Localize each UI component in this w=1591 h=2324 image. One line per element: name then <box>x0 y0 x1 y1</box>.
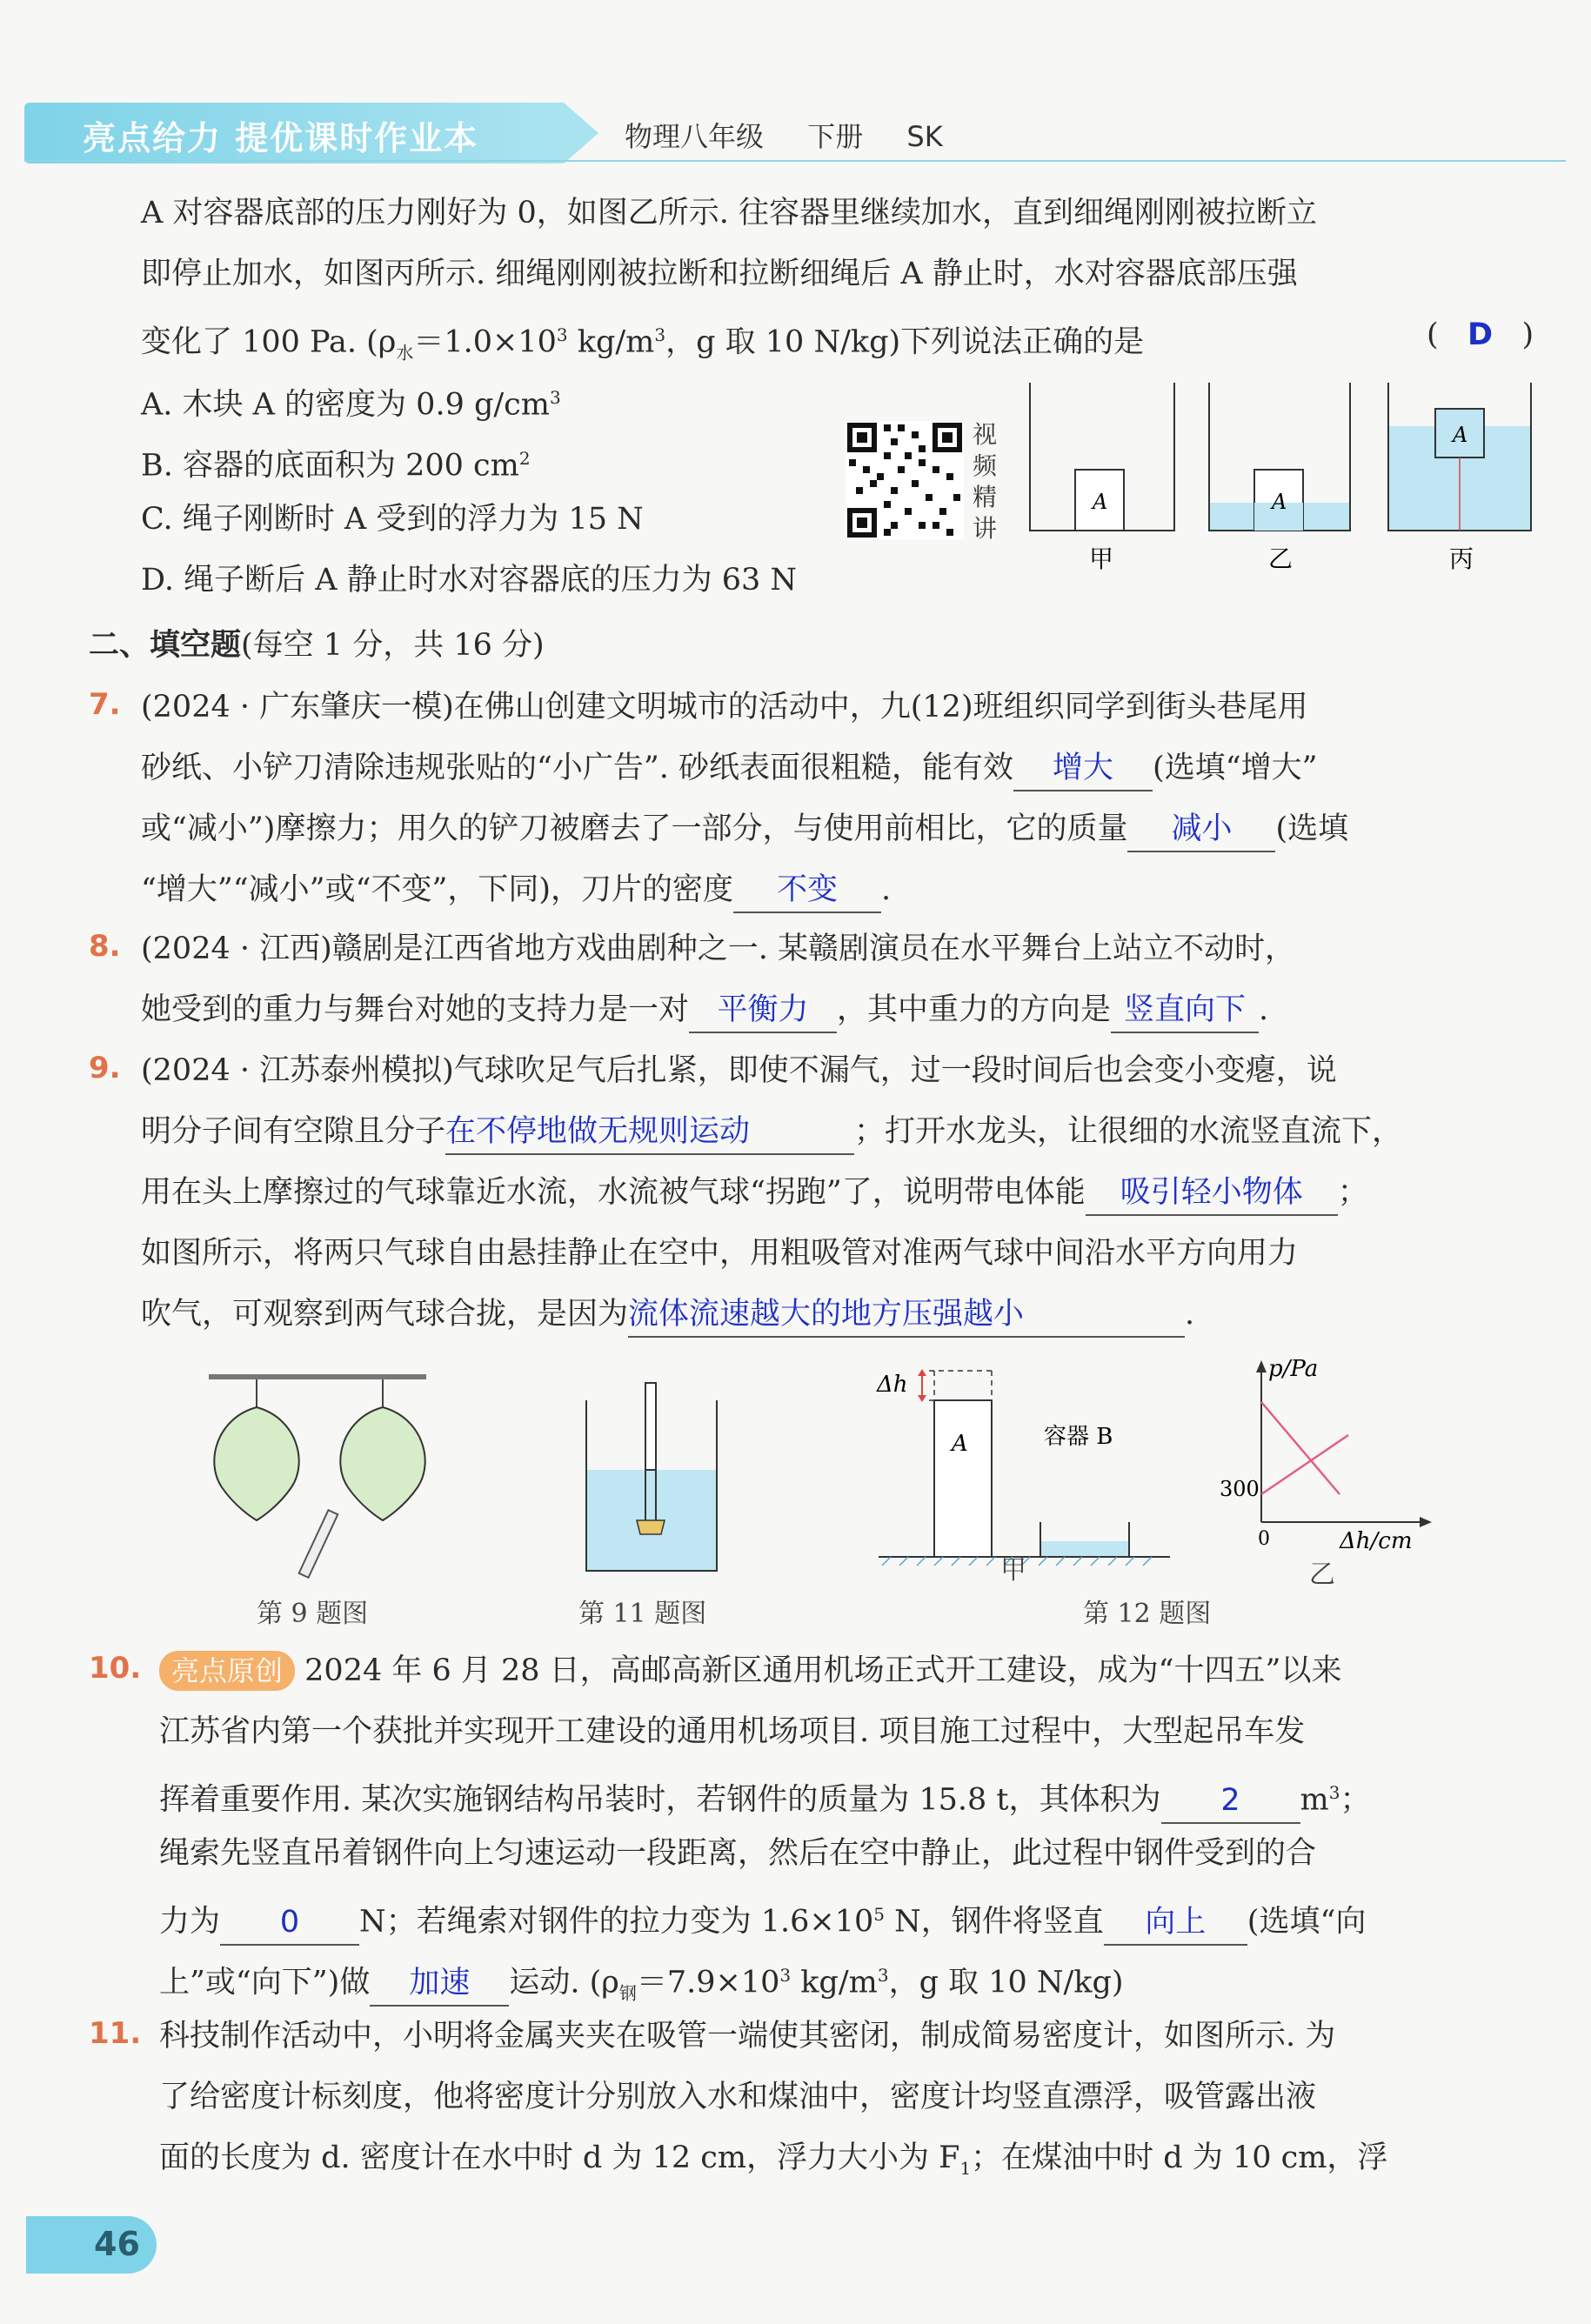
q7-line2: 砂纸、小铲刀清除违规张贴的“小广告”. 砂纸表面很粗糙，能有效 增大 (选填“增大” <box>141 738 1318 798</box>
header-meta <box>625 115 978 155</box>
q6-option-b: B. 容器的底面积为 200 $cm^2$ <box>141 448 531 484</box>
q8-blank-1[interactable]: 平衡力 <box>689 988 837 1033</box>
q8-number: 8. <box>89 929 121 964</box>
qr-code[interactable] <box>846 421 964 539</box>
q7-line3: 或“减小”)摩擦力；用久的铲刀被磨去了一部分，与使用前相比，它的质量 减小 (选填 <box>141 798 1348 859</box>
q10-blank-1[interactable]: 2 <box>1161 1779 1300 1824</box>
q6-block-label-jia: A <box>1093 490 1108 514</box>
fig12-yi-graph <box>1218 1348 1444 1557</box>
section-fill-in-title: 二、填空题(每空 1 分，共 16 分) <box>89 628 545 663</box>
q9-number: 9. <box>89 1051 121 1085</box>
q9-blank-1[interactable]: 在不停地做无规则运动 <box>445 1110 854 1155</box>
q7-blank-1[interactable]: 增大 <box>1013 746 1153 791</box>
page-number-tab <box>26 2216 157 2274</box>
q6-fig-yi <box>1209 383 1350 573</box>
q6-fig-jia <box>1030 383 1174 573</box>
q8-line1: (2024 · 江西)赣剧是江西省地方戏曲剧种之一. 某赣剧演员在水平舞台上站立不动时， <box>141 932 1296 966</box>
qr-label: 视频精讲 <box>973 420 998 543</box>
page-number: 46 <box>94 2225 140 2263</box>
q6-fig-label-yi: 乙 <box>1268 544 1294 573</box>
q10-line1: 亮点原创 2024 年 6 月 28 日，高邮高新区通用机场正式开工建设，成为“十四五”以来 <box>159 1640 1341 1701</box>
q11-line2: 了给密度计标刻度，他将密度计分别放入水和煤油中，密度计均竖直漂浮，吸管露出液 <box>159 2080 1317 2114</box>
q9-blank-3[interactable]: 流体流速越大的地方压强越小 <box>628 1292 1185 1338</box>
fig12-caption: 第 12 题图 <box>1083 1599 1212 1629</box>
header-subject: 物理八年级 <box>625 120 765 153</box>
q9-line3: 用在头上摩擦过的气球靠近水流，水流被气球“拐跑”了，说明带电体能 吸引轻小物体 ； <box>141 1162 1368 1223</box>
q6-line2: 即停止加水，如图丙所示. 细绳刚刚被拉断和拉断细绳后 A 静止时，水对容器底部压强 <box>141 257 1298 291</box>
right-balloon-icon <box>340 1407 424 1520</box>
q9-blank-2[interactable]: 吸引轻小物体 <box>1086 1171 1338 1216</box>
q6-block-label-bing: A <box>1453 423 1468 447</box>
q6-line1: A 对容器底部的压力刚好为 0，如图乙所示. 往容器里继续加水，直到细绳刚刚被拉断立 <box>141 196 1318 230</box>
q10-blank-2[interactable]: 0 <box>220 1900 359 1946</box>
q8-blank-2[interactable]: 竖直向下 <box>1111 988 1259 1033</box>
fig12-jia-label: 甲 <box>1000 1555 1026 1586</box>
q9-line1: (2024 · 江苏泰州模拟)气球吹足气后扎紧，即使不漏气，过一段时间后也会变小变瘪，说 <box>141 1053 1337 1088</box>
straw-icon <box>299 1510 338 1578</box>
q7-line4: “增大”“减小”或“不变”，下同)，刀片的密度 不变 . <box>141 859 891 920</box>
q11-number: 11. <box>89 2016 142 2051</box>
q6-line3: 变化了 100 Pa. ($\rho_水=1.0\times 10^3$ $kg/m^3$，g 取 10 N/kg)下列说法正确的是 <box>141 324 1145 364</box>
q7-blank-3[interactable]: 不变 <box>733 868 881 913</box>
left-balloon-icon <box>214 1407 298 1520</box>
fig12-jia <box>870 1357 1183 1592</box>
q7-line1: (2024 · 广东肇庆一模)在佛山创建文明城市的活动中，九(12)班组织同学到街头巷尾用 <box>141 690 1308 725</box>
q6-fig-label-jia: 甲 <box>1089 544 1114 573</box>
fig12-tick-0: 0 <box>1258 1528 1270 1550</box>
fig11-caption: 第 11 题图 <box>578 1599 707 1629</box>
fig12-tick-300: 300 <box>1220 1477 1260 1501</box>
q10-line2: 江苏省内第一个获批并实现开工建设的通用机场项目. 项目施工过程中，大型起吊车发 <box>159 1714 1306 1749</box>
fig12-line-increasing <box>1261 1435 1348 1494</box>
q9-line4: 如图所示，将两只气球自由悬挂静止在空中，用粗吸管对准两气球中间沿水平方向用力 <box>141 1236 1299 1271</box>
q10-blank-4[interactable]: 加速 <box>370 1961 509 2007</box>
q6-answer: D <box>1467 317 1494 352</box>
q9-line5: 吹气，可观察到两气球合拢，是因为流体流速越大的地方压强越小 . <box>141 1284 1194 1345</box>
q11-line1: 科技制作活动中，小明将金属夹夹在吸管一端使其密闭，制成简易密度计，如图所示. 为 <box>159 2019 1336 2054</box>
q6-fig-bing <box>1388 383 1531 573</box>
original-badge: 亮点原创 <box>159 1651 295 1691</box>
metal-clip-icon <box>637 1520 665 1534</box>
fig11-densimeter <box>574 1374 731 1583</box>
q10-line3: 挥着重要作用. 某次实施钢结构吊装时，若钢件的质量为 15.8 t，其体积为 2 $m^3$； <box>159 1762 1370 1831</box>
q8-line2: 她受到的重力与舞台对她的支持力是一对 平衡力 ，其中重力的方向是 竖直向下 . <box>141 979 1268 1040</box>
q6-figures <box>1026 374 1548 583</box>
q9-line2: 明分子间有空隙且分子在不停地做无规则运动 ；打开水龙头，让很细的水流竖直流下， <box>141 1101 1402 1162</box>
fig9-caption: 第 9 题图 <box>257 1599 369 1629</box>
header-edition: SK <box>906 120 943 153</box>
header-divider <box>24 160 1566 162</box>
q11-line3: 面的长度为 d. 密度计在水中时 d 为 12 cm，浮力大小为 $F_1$；在煤油中时 d 为 10 cm，浮 <box>159 2140 1388 2179</box>
q10-line6: 上”或“向下”)做 加速 运动. ($\rho_钢=7.9\times 10^3$ $kg/m^3$，g 取 10 N/kg) <box>159 1945 1124 2024</box>
fig12-b-label: 容器 B <box>1044 1424 1113 1450</box>
q6-option-c: C. 绳子刚断时 A 受到的浮力为 15 N <box>141 502 644 537</box>
q6-fig-label-bing: 丙 <box>1449 544 1474 573</box>
header-brand: 亮点给力 提优课时作业本 <box>83 119 479 157</box>
q10-line5: 力为 0 N；若绳索对钢件的拉力变为 $1.6\times 10^5$ N，钢件将竖直 向上 (选填“向 <box>159 1884 1366 1953</box>
fig12-a-label: A <box>952 1431 968 1457</box>
q6-option-d: D. 绳子断后 A 静止时水对容器底的压力为 63 N <box>141 563 798 598</box>
fig9-balloons <box>200 1366 444 1583</box>
header-volume: 下册 <box>807 120 864 153</box>
fig12-p-axis: p/Pa <box>1268 1356 1319 1382</box>
q7-blank-2[interactable]: 减小 <box>1127 807 1275 852</box>
q10-blank-3[interactable]: 向上 <box>1104 1900 1247 1946</box>
q10-number: 10. <box>89 1651 142 1686</box>
fig12-h-axis: Δh/cm <box>1340 1528 1413 1554</box>
fig12-yi-label: 乙 <box>1309 1559 1335 1590</box>
q7-number: 7. <box>89 687 121 722</box>
q6-block-label-yi: A <box>1272 490 1287 514</box>
q6-answer-bracket: ( D ) <box>1427 317 1534 352</box>
fig12-dh-label: Δh <box>877 1372 908 1398</box>
q10-line4: 绳索先竖直吊着钢件向上匀速运动一段距离，然后在空中静止，此过程中钢件受到的合 <box>159 1836 1317 1871</box>
q6-option-a: A. 木块 A 的密度为 0.9 $g/cm^3$ <box>141 387 561 423</box>
